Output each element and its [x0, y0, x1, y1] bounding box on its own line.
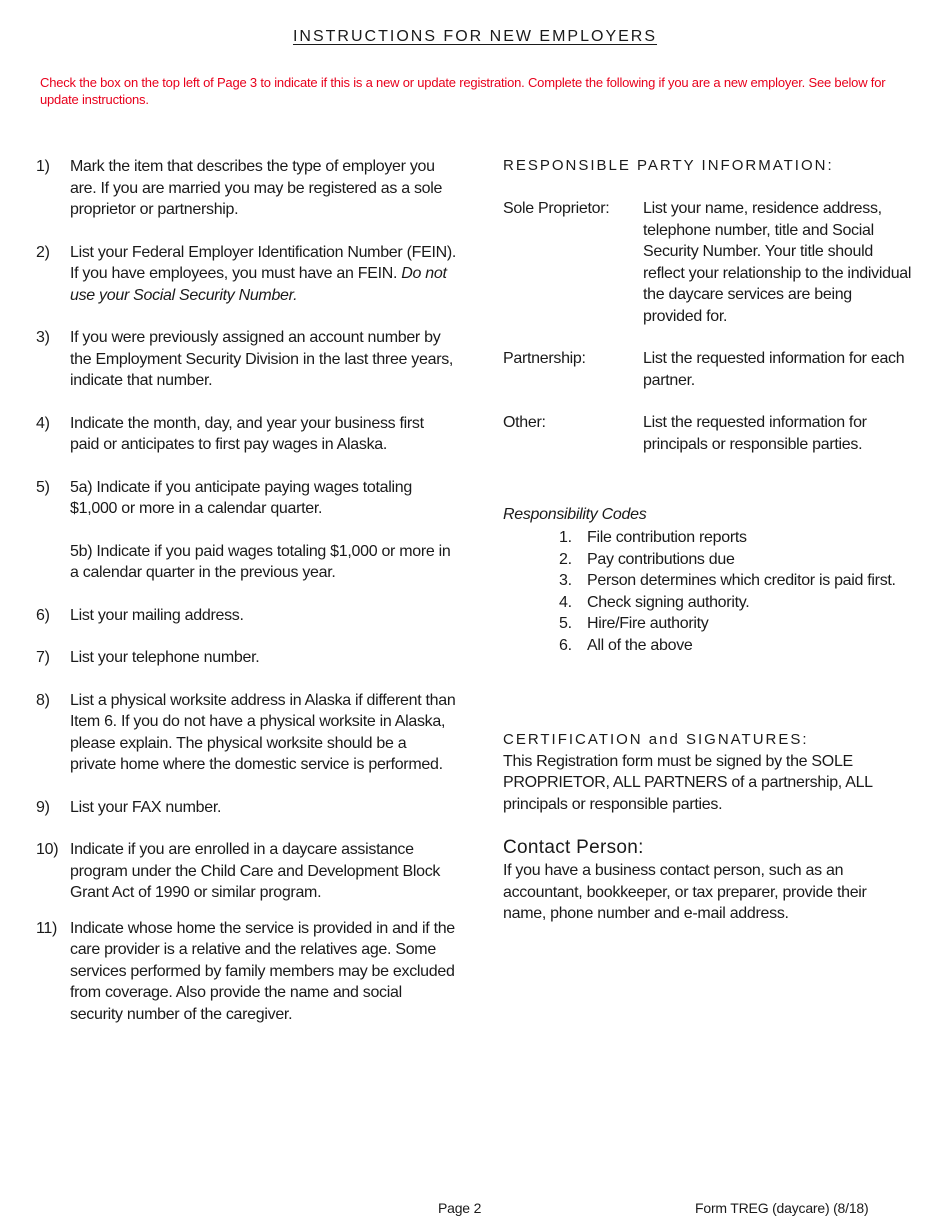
list-item [36, 647, 456, 669]
item-text: Indicate if you are enrolled in a daycare assistance program under the Child Care and Development Block Grant Act of 1990 or similar program. [70, 841, 441, 901]
item-number: 4) [36, 414, 50, 432]
list-item [36, 690, 456, 776]
code-item [559, 635, 909, 657]
code-number: 1. [559, 529, 572, 546]
code-number: 2. [559, 550, 572, 568]
item-number: 1) [36, 158, 50, 175]
code-number: 6. [559, 636, 572, 654]
list-item [36, 413, 456, 456]
instruction-list [36, 156, 456, 1025]
intro-instructions: Check the box on the top left of Page 3 to indicate if this is a new or update registration. Complete the following if you are a new employer. See below for update instructions. [40, 75, 886, 107]
list-item [36, 797, 456, 819]
responsible-party-heading: RESPONSIBLE PARTY INFORMATION: [503, 157, 834, 174]
item-text: If you were previously assigned an account number by the Employment Security Division in the last three years, indicate that number. [70, 329, 454, 389]
row-text: List your name, residence address, telephone number, title and Social Security Number. Your title should reflect your relationship to the individual the daycare services are being provided for. [643, 200, 912, 325]
item-number: 7) [36, 649, 50, 666]
list-item [36, 156, 456, 221]
item-number: 6) [36, 606, 50, 624]
item-text: Indicate the month, day, and year your business first paid or anticipates to first pay wages in Alaska. [70, 414, 424, 453]
contact-person-section [503, 836, 913, 925]
item-text: List your telephone number. [70, 649, 260, 666]
certification-text: This Registration form must be signed by the SOLE PROPRIETOR, ALL PARTNERS of a partnership, ALL principals or responsible parties. [503, 752, 873, 813]
item-number: 10) [36, 841, 59, 858]
code-number: 5. [559, 615, 572, 632]
code-text: Pay contributions due [587, 550, 735, 568]
code-text: All of the above [587, 636, 693, 654]
code-item [559, 527, 909, 549]
code-item [559, 570, 909, 592]
code-text: Check signing authority. [587, 593, 750, 611]
item-number: 8) [36, 691, 50, 709]
list-item [36, 327, 456, 392]
code-number: 3. [559, 572, 572, 589]
item-text: 5a) Indicate if you anticipate paying wages totaling $1,000 or more in a calendar quarter. [70, 478, 412, 517]
item-number: 9) [36, 798, 50, 816]
list-item [36, 477, 456, 584]
page-number: Page 2 [438, 1200, 482, 1216]
code-text: Hire/Fire authority [587, 615, 709, 632]
item-text: Indicate whose home the service is provided in and if the care provider is a relative and the relatives age. Some services performed by family members may be excluded from coverage. Also provide the name and social security number of the caregiver. [70, 919, 455, 1023]
row-text: List the requested information for principals or responsible parties. [643, 414, 867, 453]
item-number: 3) [36, 329, 50, 346]
item-text: List your mailing address. [70, 606, 244, 624]
item-number: 2) [36, 243, 50, 261]
item-text: Mark the item that describes the type of employer you are. If you are married you may be registered as a sole proprietor or partnership. [70, 158, 443, 218]
row-label: Partnership: [503, 350, 586, 367]
certification-heading: CERTIFICATION and SIGNATURES: [503, 731, 809, 748]
code-text: File contribution reports [587, 529, 747, 546]
item-number: 11) [36, 919, 58, 937]
form-id: Form TREG (daycare) (8/18) [695, 1200, 869, 1216]
contact-person-text: If you have a business contact person, such as an accountant, bookkeeper, or tax preparer, provide their name, phone number and e-mail address. [503, 862, 867, 922]
code-text: Person determines which creditor is paid first. [587, 572, 896, 589]
item-text: List a physical worksite address in Alaska if different than Item 6. If you do not have a physical worksite in Alaska, please explain. The physical worksite should be a private home where the domestic service is performed. [70, 691, 456, 773]
list-item [36, 839, 456, 904]
item-number: 5) [36, 478, 50, 496]
list-item [36, 918, 456, 1026]
item-text-italic: Do not use your Social Security Number. [70, 265, 447, 304]
item-text: List your FAX number. [70, 798, 222, 816]
code-item [559, 592, 909, 614]
code-number: 4. [559, 593, 572, 611]
code-item [559, 549, 909, 571]
list-item [36, 242, 456, 307]
responsibility-codes-title: Responsibility Codes [503, 506, 647, 523]
item-text-secondary: 5b) Indicate if you paid wages totaling $1,000 or more in a calendar quarter in the previous year. [70, 542, 451, 581]
row-label: Sole Proprietor: [503, 200, 610, 217]
responsibility-codes-list [559, 527, 909, 656]
code-item [559, 613, 909, 635]
row-text: List the requested information for each partner. [643, 350, 905, 389]
page-title: INSTRUCTIONS FOR NEW EMPLOYERS [292, 28, 658, 45]
row-label: Other: [503, 414, 546, 431]
list-item [36, 605, 456, 627]
contact-person-heading: Contact Person: [503, 837, 644, 858]
certification-section [503, 729, 913, 815]
item-text: List your Federal Employer Identification Number (FEIN). If you have employees, you must have an FEIN. Do not use your Social Security Number. [70, 243, 457, 304]
